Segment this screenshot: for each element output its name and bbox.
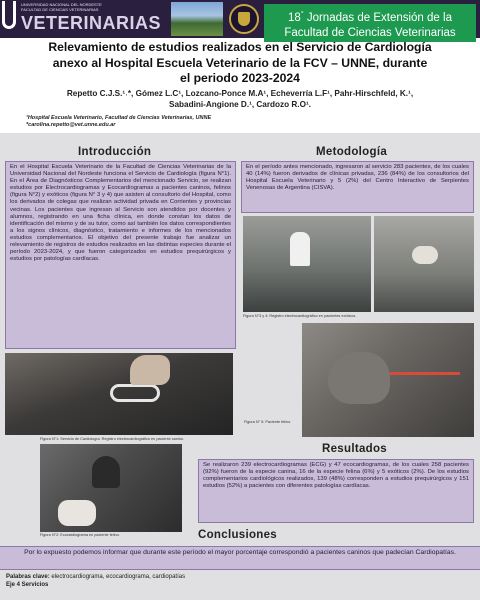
authors: Repetto C.J.S.¹˒*, Gómez L.C¹, Lozcano-Ponce M.A¹, Echeverría L.F¹, Pahr-Hirschfeld, K.¹, Sabadini-Angione D.¹, Cardozo R.O¹. bbox=[66, 89, 414, 109]
contact-email: *carolina.repetto@vet.unne.edu.ar bbox=[26, 122, 116, 128]
campus-photo bbox=[171, 2, 223, 36]
university-name: UNIVERSIDAD NACIONAL DEL NORDESTE bbox=[21, 2, 102, 7]
figure-1-cable bbox=[110, 384, 160, 402]
intro-text-box: En el Hospital Escuela Veterinario de la Facultad de Ciencias Veterinarias de la Universidad Nacional del Nordeste funciona el Servicio de Cardiología (figura N°1). En el Área de Diagnósticos Complementarios del mencionado Servicio, se realizan estudios por Electrocardiogramas y Ecocardiogramas a pacientes caninos, felinos (figura N°2) y exóticos (figura N° 3 y 4) que asisten al consultorio del Hospital, como los derivados de colegas que realizan actividad privada en Corrientes y provincias vecinas. Los pacientes que ingresan al Servicio son atendidos por docentes y alumnos, registrando en una ficha clínica, en donde constan los datos de identificación del mismo y de su tutor, como así también los datos correspondientes a los signos clínicos, diagnóstico, tratamiento e informes de los mencionados estudios complementarios. El objetivo del presente trabajo fue analizar un relevamiento de registros de estudios realizados en las distintas especies durante el período 2023-2024, y que fueron categorizados en estudios prequirúrgicos y estudios por patologías cardíacas. bbox=[5, 161, 236, 349]
event-banner-line1: 18° Jornadas de Extensión de la bbox=[288, 11, 452, 24]
figure-2-cat bbox=[58, 500, 96, 526]
figure-3-4-caption: Figura N°3 y 4: Registro electrocardiográfico en pacientes exóticos. bbox=[243, 314, 357, 318]
conclusions-heading: Conclusiones bbox=[198, 529, 278, 541]
event-banner-line2: Facultad de Ciencias Veterinarias bbox=[284, 26, 456, 39]
figure-3-person bbox=[290, 232, 310, 266]
figure-4-patient bbox=[412, 246, 438, 264]
conclusions-text-box: Por lo expuesto podemos informar que durante este período el mayor porcentaje correspondió a pacientes caninos que padecían Cardiopatías. bbox=[0, 546, 480, 570]
methods-heading: Metodología bbox=[316, 146, 388, 158]
figure-1-caption: Figura N°1: Servicio de Cardiología. Registro electrocardiográfico en paciente canino. bbox=[40, 437, 184, 441]
keywords-values: electrocardiograma, ecocardiograma, cardiopatías bbox=[49, 574, 186, 580]
figure-1-hand bbox=[130, 355, 170, 385]
figure-5-cat bbox=[328, 352, 390, 404]
unne-logo-icon bbox=[2, 1, 16, 29]
crest-shield-icon bbox=[238, 12, 250, 26]
figure-5-lead bbox=[390, 372, 460, 375]
intro-heading: Introducción bbox=[78, 146, 152, 158]
results-text-box: Se realizaron 239 electrocardiogramas (ECG) y 47 ecocardiogramas, de los cuales 258 pacientes (92%) fueron de la especie canina, 16 de la especie felina (6%) y 5 exóticos (2%). De los estudios complementarios cardiológicos realizados, 139 (48%) corresponden a estudios prequirúrgicos y 151 estudios (52%) a pacientes con diferentes patologías cardíacas. bbox=[198, 459, 474, 523]
event-banner bbox=[264, 4, 476, 42]
methods-text-box: En el período antes mencionado, ingresaron al servicio 283 pacientes, de los cuales 40 (14%) fueron derivados de clínicas privadas, 236 (84%) de los consultorios del Hospital Escuela Veterinario y 5 (2%) del Centro Interactivo de Serpientes Venenosas de Argentina (CISVA). bbox=[241, 161, 474, 213]
figure-2-caption: Figura N°2: Ecocardiograma en paciente felino. bbox=[40, 533, 120, 537]
eje-label: Eje 4 Servicios bbox=[6, 582, 49, 588]
figure-5-caption: Figura N° 5: Paciente felino. bbox=[244, 420, 292, 424]
keywords-line bbox=[6, 573, 185, 589]
figure-4-photo bbox=[374, 216, 474, 312]
affiliation: ¹Hospital Escuela Veterinario, Facultad de Ciencias Veterinarias, UNNE *carolina.repetto@vet.unne.edu.ar bbox=[26, 115, 212, 128]
brand-wordmark: VETERINARIAS bbox=[21, 13, 162, 33]
poster-title: Relevamiento de estudios realizados en el Servicio de Cardiología anexo al Hospital Escuela Veterinario de la FCV – UNNE, durante el periodo 2023-2024 bbox=[48, 40, 432, 85]
results-heading: Resultados bbox=[322, 443, 387, 455]
figure-2-person bbox=[92, 456, 120, 488]
faculty-name: FACULTAD DE CIENCIAS VETERINARIAS bbox=[21, 7, 99, 12]
keywords-label: Palabras clave: bbox=[6, 574, 50, 580]
